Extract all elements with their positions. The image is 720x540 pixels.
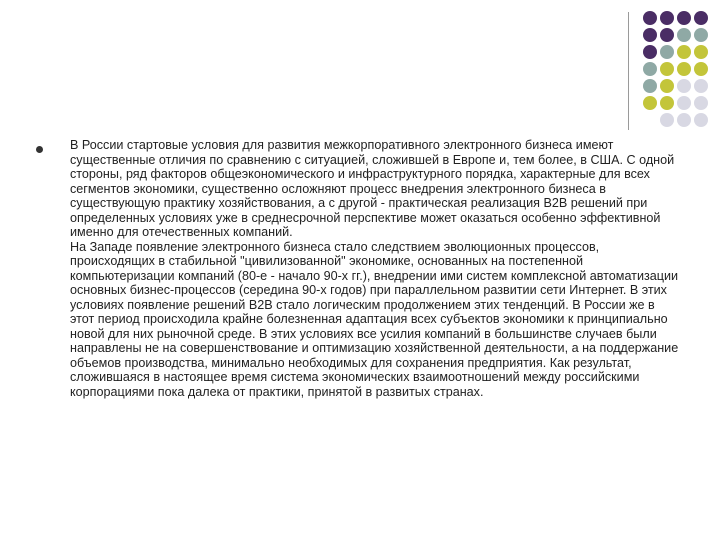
decorative-dot-icon bbox=[694, 11, 708, 25]
decorative-dot-icon bbox=[677, 113, 691, 127]
decorative-dot-icon bbox=[643, 62, 657, 76]
decorative-dot-icon bbox=[660, 113, 674, 127]
decorative-dot-icon bbox=[643, 45, 657, 59]
decorative-dot-icon bbox=[677, 79, 691, 93]
decorative-dot-grid bbox=[643, 11, 708, 127]
decorative-dot-icon bbox=[660, 11, 674, 25]
decorative-dot-icon bbox=[643, 79, 657, 93]
decorative-dot-icon bbox=[660, 45, 674, 59]
decorative-dot-icon bbox=[660, 79, 674, 93]
decorative-dot-icon bbox=[677, 62, 691, 76]
decorative-dot-icon bbox=[643, 96, 657, 110]
paragraph-russia: В России стартовые условия для развития межкорпоративного электронного бизнеса имеют существенные отличия по сравнению с ситуацией, сложившей в Европе и, тем более, в США. С одной стороны, ряд факторов общеэкономического и инфраструктурного порядка, характерные для всех сегментов экономики, существенно осложняют процесс внедрения электронного бизнеса в существующую практику хозяйствования, а с другой - практическая реализация B2B решений при определенных условиях уже в среднесрочной перспективе может оказаться особенно эффективной именно для отечественных компаний. bbox=[70, 138, 675, 239]
decorative-dot-icon bbox=[643, 11, 657, 25]
decorative-dot-icon bbox=[660, 28, 674, 42]
decorative-dot-icon bbox=[660, 96, 674, 110]
decorative-dot-icon bbox=[643, 28, 657, 42]
slide-body-text bbox=[70, 138, 680, 399]
decorative-dot-icon bbox=[694, 96, 708, 110]
decorative-dot-icon bbox=[660, 62, 674, 76]
paragraph-west: На Западе появление электронного бизнеса стало следствием эволюционных процессов, происходящих в стабильной "цивилизованной" экономике, основанных на постепенной компьютеризации компаний (80-е - начало 90-х гг.), внедрении ими систем комплексной автоматизации основных бизнес-процессов (середина 90-х годов) при параллельном развитии сети Интернет. В этих условиях появление решений B2B стало логическим продолжением этих тенденций. В России же в этот период происходила крайне болезненная адаптация всех субъектов экономики к принципиально новой для них рыночной среде. В этих условиях все усилия компаний в большинстве случаев были направлены не на совершенствование и оптимизацию хозяйственной деятельности, а на поддержание объемов производства, минимально необходимых для сохранения предприятия. Как результат, сложившаяся в настоящее время система экономических взаимоотношений между российскими корпорациями пока далека от практики, принятой в развитых странах. bbox=[70, 239, 679, 399]
decorative-dot-icon bbox=[694, 62, 708, 76]
decorative-dot-icon bbox=[643, 113, 657, 127]
decorative-dot-icon bbox=[677, 28, 691, 42]
decorative-dot-icon bbox=[694, 45, 708, 59]
decorative-dot-icon bbox=[694, 79, 708, 93]
decorative-vertical-line bbox=[628, 12, 629, 130]
decorative-dot-icon bbox=[677, 11, 691, 25]
decorative-dot-icon bbox=[694, 28, 708, 42]
bullet-icon bbox=[36, 146, 43, 153]
decorative-dot-icon bbox=[677, 96, 691, 110]
decorative-dot-icon bbox=[677, 45, 691, 59]
decorative-dot-icon bbox=[694, 113, 708, 127]
